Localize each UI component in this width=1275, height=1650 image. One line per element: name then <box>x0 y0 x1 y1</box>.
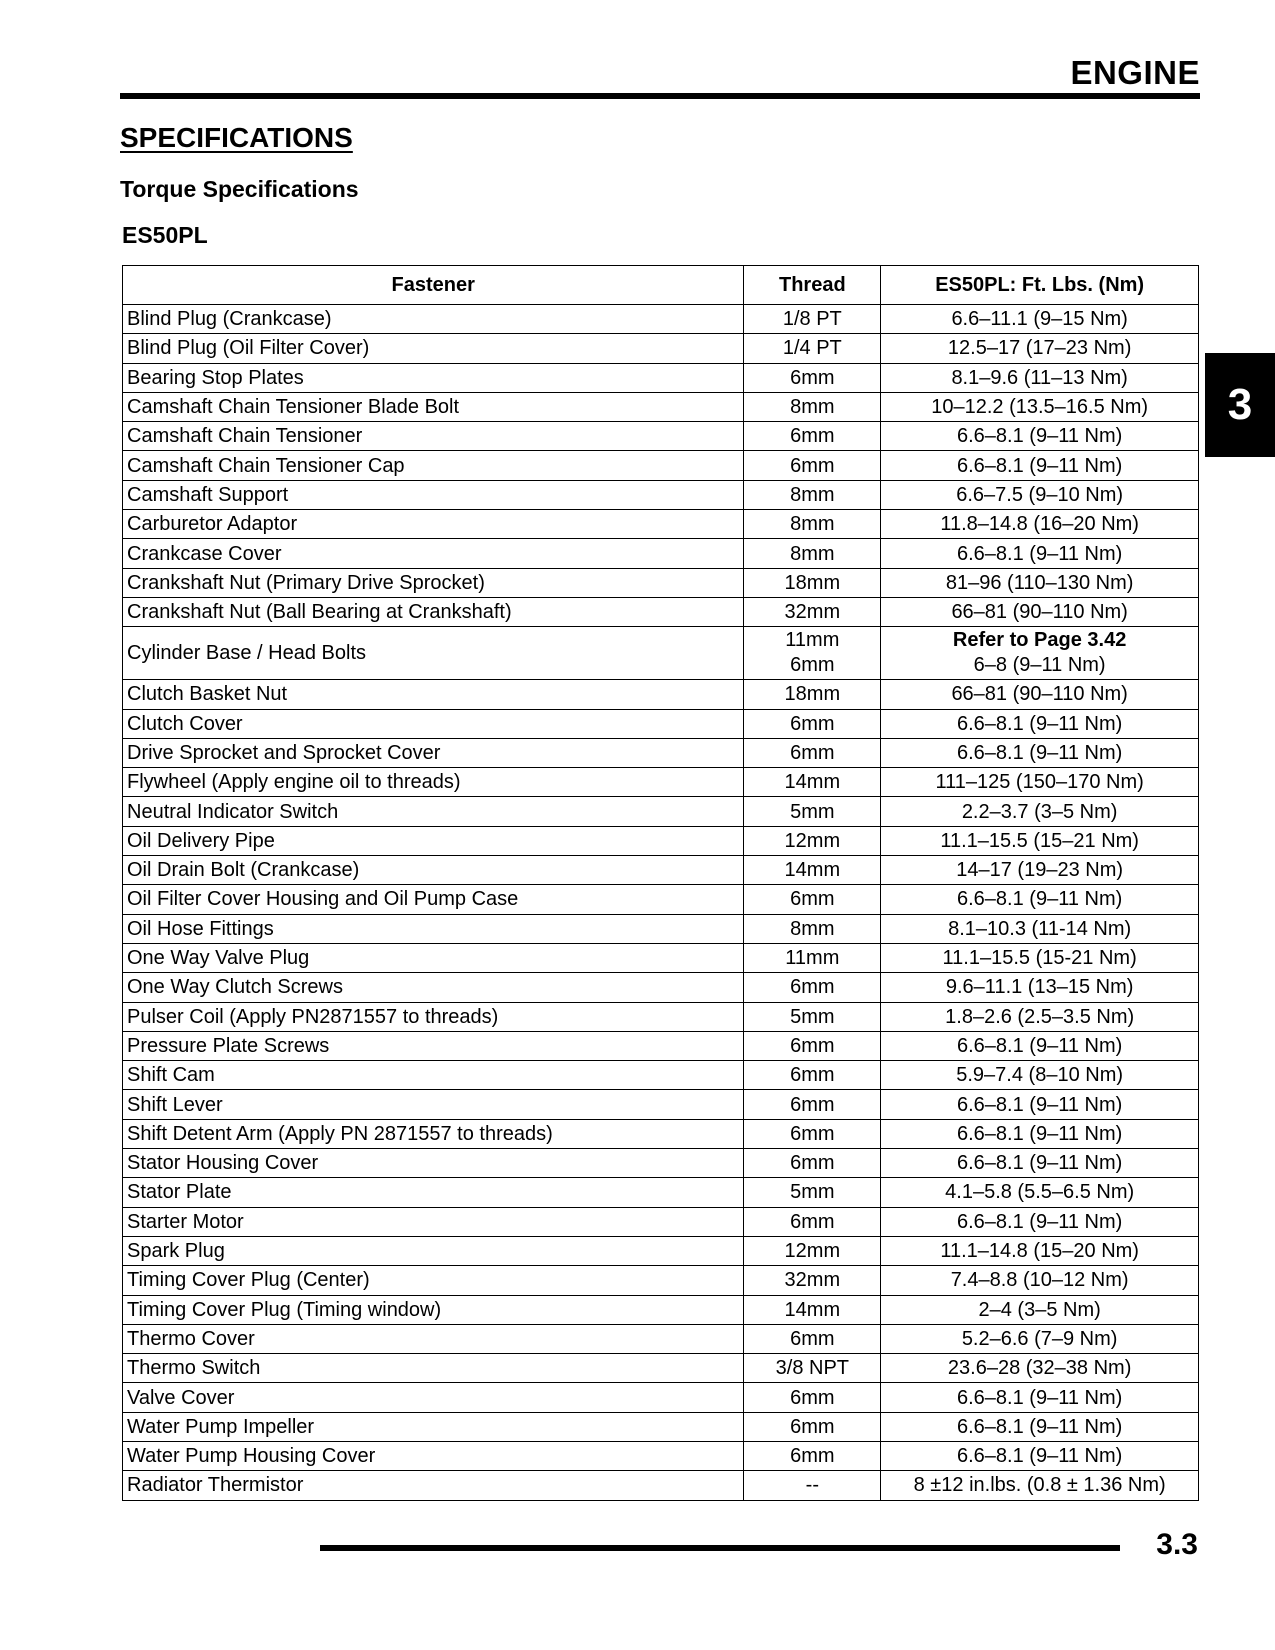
footer-rule <box>320 1545 1120 1551</box>
fastener-cell: Crankcase Cover <box>123 539 744 568</box>
thread-cell: 6mm <box>744 1324 881 1353</box>
table-row <box>123 1295 1199 1324</box>
table-row <box>123 1471 1199 1500</box>
table-row <box>123 1031 1199 1060</box>
table-row <box>123 1002 1199 1031</box>
fastener-cell: Shift Lever <box>123 1090 744 1119</box>
fastener-cell: Timing Cover Plug (Center) <box>123 1266 744 1295</box>
table-row <box>123 305 1199 334</box>
thread-cell: 6mm <box>744 363 881 392</box>
torque-cell: 6.6–8.1 (9–11 Nm) <box>881 1412 1199 1441</box>
thread-cell: 32mm <box>744 597 881 626</box>
table-row <box>123 539 1199 568</box>
fastener-cell: Thermo Switch <box>123 1354 744 1383</box>
thread-cell: 18mm <box>744 680 881 709</box>
thread-cell: 6mm <box>744 885 881 914</box>
torque-cell: 6.6–8.1 (9–11 Nm) <box>881 709 1199 738</box>
table-body-upper <box>123 305 1199 627</box>
torque-reference: Refer to Page 3.42 <box>952 629 1127 652</box>
fastener-cell: One Way Clutch Screws <box>123 973 744 1002</box>
chapter-tab: 3 <box>1205 353 1275 457</box>
torque-cell: 11.1–15.5 (15-21 Nm) <box>881 943 1199 972</box>
thread-cell: 8mm <box>744 392 881 421</box>
table-row <box>123 480 1199 509</box>
torque-cell: 23.6–28 (32–38 Nm) <box>881 1354 1199 1383</box>
thread-cell: 5mm <box>744 1178 881 1207</box>
table-row <box>123 826 1199 855</box>
fastener-cell: Shift Cam <box>123 1061 744 1090</box>
fastener-cell: Crankshaft Nut (Primary Drive Sprocket) <box>123 568 744 597</box>
fastener-cell: Clutch Basket Nut <box>123 680 744 709</box>
thread-cell: 6mm <box>744 1090 881 1119</box>
table-row <box>123 738 1199 767</box>
table-row <box>123 392 1199 421</box>
thread-cell: 6mm <box>744 1441 881 1470</box>
thread-cell: 8mm <box>744 914 881 943</box>
section-heading: SPECIFICATIONS <box>120 122 353 153</box>
torque-cell: 6.6–8.1 (9–11 Nm) <box>881 1090 1199 1119</box>
torque-cell: 4.1–5.8 (5.5–6.5 Nm) <box>881 1178 1199 1207</box>
table-row <box>123 597 1199 626</box>
thread-cell: 14mm <box>744 856 881 885</box>
table-row <box>123 856 1199 885</box>
thread-cell: 6mm <box>744 1119 881 1148</box>
thread-line: 6mm <box>790 654 835 677</box>
table-row <box>123 363 1199 392</box>
torque-cell: 1.8–2.6 (2.5–3.5 Nm) <box>881 1002 1199 1031</box>
thread-cell: 6mm <box>744 973 881 1002</box>
fastener-cell: Stator Housing Cover <box>123 1149 744 1178</box>
table-row <box>123 973 1199 1002</box>
fastener-cell: Oil Delivery Pipe <box>123 826 744 855</box>
torque-table <box>122 265 1199 1501</box>
thread-cell: 6mm <box>744 1207 881 1236</box>
table-body-cylinder <box>123 627 1199 680</box>
thread-cell: 12mm <box>744 1236 881 1265</box>
page-number: 3.3 <box>1156 1528 1198 1561</box>
fastener-cell: Oil Filter Cover Housing and Oil Pump Case <box>123 885 744 914</box>
torque-cell: 66–81 (90–110 Nm) <box>881 680 1199 709</box>
fastener-cell: One Way Valve Plug <box>123 943 744 972</box>
torque-cell: 6.6–11.1 (9–15 Nm) <box>881 305 1199 334</box>
thread-cell <box>744 627 881 680</box>
torque-cell: 14–17 (19–23 Nm) <box>881 856 1199 885</box>
torque-cell: 2–4 (3–5 Nm) <box>881 1295 1199 1324</box>
thread-cell: 1/8 PT <box>744 305 881 334</box>
fastener-cell: Camshaft Support <box>123 480 744 509</box>
fastener-cell: Drive Sprocket and Sprocket Cover <box>123 738 744 767</box>
fastener-cell: Spark Plug <box>123 1236 744 1265</box>
thread-cell: 18mm <box>744 568 881 597</box>
table-body-lower <box>123 680 1199 1500</box>
thread-cell: 6mm <box>744 451 881 480</box>
thread-cell: 6mm <box>744 738 881 767</box>
thread-cell: 8mm <box>744 539 881 568</box>
thread-cell: 11mm <box>744 943 881 972</box>
table-row <box>123 943 1199 972</box>
fastener-cell: Pressure Plate Screws <box>123 1031 744 1060</box>
table-row <box>123 680 1199 709</box>
table-row <box>123 568 1199 597</box>
torque-cell: 2.2–3.7 (3–5 Nm) <box>881 797 1199 826</box>
column-header-thread: Thread <box>744 266 881 305</box>
fastener-cell: Cylinder Base / Head Bolts <box>123 627 744 680</box>
fastener-cell: Carburetor Adaptor <box>123 510 744 539</box>
table-row <box>123 1090 1199 1119</box>
fastener-cell: Camshaft Chain Tensioner <box>123 422 744 451</box>
thread-line: 11mm <box>785 629 840 652</box>
fastener-cell: Crankshaft Nut (Ball Bearing at Crankshaft) <box>123 597 744 626</box>
torque-cell: 6.6–8.1 (9–11 Nm) <box>881 539 1199 568</box>
fastener-cell: Camshaft Chain Tensioner Blade Bolt <box>123 392 744 421</box>
thread-cell: 12mm <box>744 826 881 855</box>
fastener-cell: Flywheel (Apply engine oil to threads) <box>123 768 744 797</box>
table-row <box>123 1441 1199 1470</box>
thread-cell: 6mm <box>744 709 881 738</box>
torque-cell: 6.6–8.1 (9–11 Nm) <box>881 885 1199 914</box>
fastener-cell: Stator Plate <box>123 1178 744 1207</box>
torque-cell: 6.6–8.1 (9–11 Nm) <box>881 1383 1199 1412</box>
torque-cell: 6.6–7.5 (9–10 Nm) <box>881 480 1199 509</box>
table-row <box>123 768 1199 797</box>
thread-cell: 6mm <box>744 1061 881 1090</box>
torque-cell: 111–125 (150–170 Nm) <box>881 768 1199 797</box>
header-rule <box>120 93 1200 99</box>
table-row <box>123 1354 1199 1383</box>
torque-cell: 11.1–15.5 (15–21 Nm) <box>881 826 1199 855</box>
table-row <box>123 510 1199 539</box>
fastener-cell: Shift Detent Arm (Apply PN 2871557 to threads) <box>123 1119 744 1148</box>
fastener-cell: Radiator Thermistor <box>123 1471 744 1500</box>
fastener-cell: Valve Cover <box>123 1383 744 1412</box>
fastener-cell: Starter Motor <box>123 1207 744 1236</box>
torque-cell: 6.6–8.1 (9–11 Nm) <box>881 738 1199 767</box>
torque-cell: 7.4–8.8 (10–12 Nm) <box>881 1266 1199 1295</box>
fastener-cell: Pulser Coil (Apply PN2871557 to threads) <box>123 1002 744 1031</box>
torque-cell: 6.6–8.1 (9–11 Nm) <box>881 1031 1199 1060</box>
table-row <box>123 1236 1199 1265</box>
thread-cell: 8mm <box>744 510 881 539</box>
chapter-title: ENGINE <box>1070 54 1200 91</box>
fastener-cell: Oil Drain Bolt (Crankcase) <box>123 856 744 885</box>
table-row <box>123 1383 1199 1412</box>
torque-line: 6–8 (9–11 Nm) <box>973 654 1106 677</box>
torque-cell: 11.1–14.8 (15–20 Nm) <box>881 1236 1199 1265</box>
thread-cell: 6mm <box>744 1149 881 1178</box>
table-row <box>123 709 1199 738</box>
torque-cell: 5.9–7.4 (8–10 Nm) <box>881 1061 1199 1090</box>
thread-cell: 5mm <box>744 797 881 826</box>
torque-cell: 6.6–8.1 (9–11 Nm) <box>881 1119 1199 1148</box>
fastener-cell: Water Pump Impeller <box>123 1412 744 1441</box>
torque-cell: 66–81 (90–110 Nm) <box>881 597 1199 626</box>
thread-cell: 6mm <box>744 422 881 451</box>
table-row <box>123 1178 1199 1207</box>
table-row <box>123 1412 1199 1441</box>
torque-cell: 12.5–17 (17–23 Nm) <box>881 334 1199 363</box>
torque-cell: 8.1–10.3 (11-14 Nm) <box>881 914 1199 943</box>
column-header-fastener: Fastener <box>123 266 744 305</box>
table-row <box>123 1207 1199 1236</box>
thread-cell: 3/8 NPT <box>744 1354 881 1383</box>
thread-cell: 6mm <box>744 1412 881 1441</box>
table-row <box>123 1266 1199 1295</box>
model-label: ES50PL <box>122 222 208 248</box>
fastener-cell: Thermo Cover <box>123 1324 744 1353</box>
table-row <box>123 1149 1199 1178</box>
torque-cell: 10–12.2 (13.5–16.5 Nm) <box>881 392 1199 421</box>
torque-cell <box>881 627 1199 680</box>
fastener-cell: Water Pump Housing Cover <box>123 1441 744 1470</box>
torque-cell: 5.2–6.6 (7–9 Nm) <box>881 1324 1199 1353</box>
fastener-cell: Neutral Indicator Switch <box>123 797 744 826</box>
table-row <box>123 797 1199 826</box>
thread-cell: 1/4 PT <box>744 334 881 363</box>
thread-cell: 14mm <box>744 1295 881 1324</box>
fastener-cell: Timing Cover Plug (Timing window) <box>123 1295 744 1324</box>
torque-cell: 81–96 (110–130 Nm) <box>881 568 1199 597</box>
table-row <box>123 1061 1199 1090</box>
torque-cell: 11.8–14.8 (16–20 Nm) <box>881 510 1199 539</box>
table-row <box>123 914 1199 943</box>
fastener-cell: Oil Hose Fittings <box>123 914 744 943</box>
table-row <box>123 422 1199 451</box>
table-row <box>123 1324 1199 1353</box>
table-row <box>123 1119 1199 1148</box>
torque-cell: 9.6–11.1 (13–15 Nm) <box>881 973 1199 1002</box>
column-header-torque: ES50PL: Ft. Lbs. (Nm) <box>881 266 1199 305</box>
torque-cell: 6.6–8.1 (9–11 Nm) <box>881 1207 1199 1236</box>
thread-cell: 5mm <box>744 1002 881 1031</box>
fastener-cell: Blind Plug (Crankcase) <box>123 305 744 334</box>
torque-cell: 8 ±12 in.lbs. (0.8 ± 1.36 Nm) <box>881 1471 1199 1500</box>
torque-cell: 6.6–8.1 (9–11 Nm) <box>881 1441 1199 1470</box>
fastener-cell: Bearing Stop Plates <box>123 363 744 392</box>
fastener-cell: Clutch Cover <box>123 709 744 738</box>
thread-cell: 6mm <box>744 1031 881 1060</box>
thread-cell: 8mm <box>744 480 881 509</box>
thread-cell: 14mm <box>744 768 881 797</box>
thread-cell: 32mm <box>744 1266 881 1295</box>
table-row <box>123 451 1199 480</box>
torque-cell: 6.6–8.1 (9–11 Nm) <box>881 422 1199 451</box>
torque-cell: 6.6–8.1 (9–11 Nm) <box>881 451 1199 480</box>
table-row <box>123 885 1199 914</box>
subheading: Torque Specifications <box>120 176 359 202</box>
table-header-row <box>123 266 1199 305</box>
fastener-cell: Camshaft Chain Tensioner Cap <box>123 451 744 480</box>
thread-cell: 6mm <box>744 1383 881 1412</box>
torque-cell: 6.6–8.1 (9–11 Nm) <box>881 1149 1199 1178</box>
table-row <box>123 627 1199 680</box>
torque-cell: 8.1–9.6 (11–13 Nm) <box>881 363 1199 392</box>
table-row <box>123 334 1199 363</box>
thread-cell: -- <box>744 1471 881 1500</box>
fastener-cell: Blind Plug (Oil Filter Cover) <box>123 334 744 363</box>
